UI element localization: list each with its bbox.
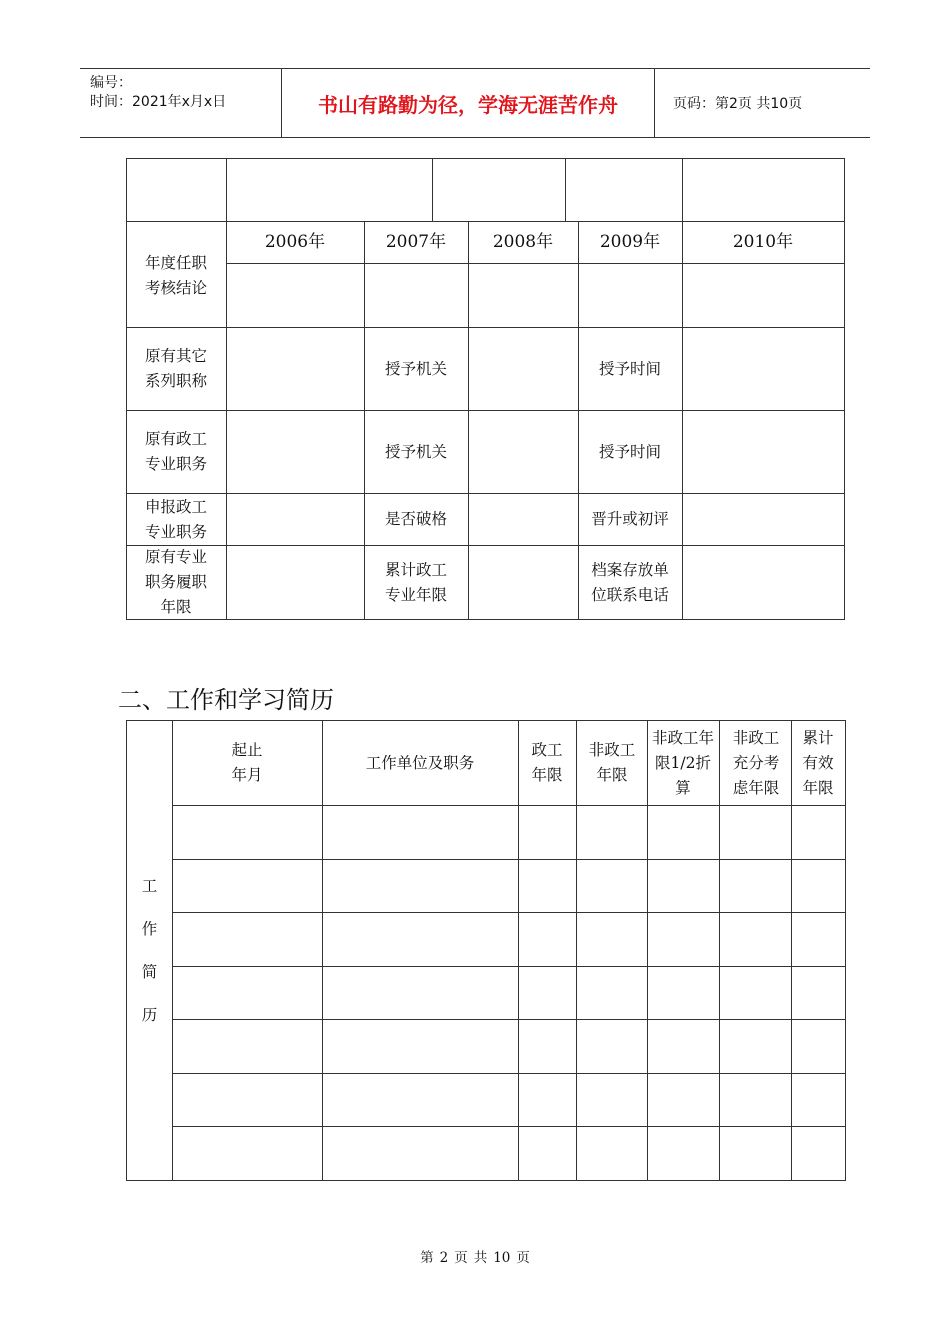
break-rule-label: 是否破格 [384,510,447,528]
rule [126,158,845,159]
rule [845,720,846,1180]
rule [126,545,845,546]
political-title-label: 原有政工专业职务 [144,430,207,473]
grant-org-label: 授予机关 [384,359,447,378]
footer-total: 10 [493,1250,511,1266]
year-2007: 2007年 [385,232,447,252]
doc-number-label: 编号： [90,75,132,91]
rule [172,805,846,806]
rule [172,720,173,1180]
header-employer: 工作单位及职务 [365,753,475,772]
rule [126,158,127,619]
year-2009: 2009年 [599,232,661,252]
time-label: 时间：2021年x月x日 [90,94,227,110]
header-half-conversion: 非政工年限1/2折算 [651,728,714,797]
side-char: 简 [141,963,158,981]
section-title: 二、工作和学习简历 [118,686,334,714]
rule [576,720,577,1180]
rule [468,221,469,619]
grant-time-label-2: 授予时间 [598,442,661,461]
page-label-text: 页码：第2页 共10页 [673,96,803,112]
rule [172,1019,846,1020]
rule [172,966,846,967]
side-char: 作 [141,920,158,938]
rule [682,158,683,221]
rule [432,158,433,221]
page-header [80,68,870,138]
header-political-years: 政工年限 [531,741,563,784]
apply-title-label: 申报政工专业职务 [144,497,207,541]
other-title-label: 原有其它系列职称 [144,347,207,390]
header-period: 起止年月 [231,741,263,784]
header-non-political-years: 非政工年限 [588,741,636,784]
header-meta [80,69,280,137]
page-footer [0,1246,950,1266]
side-char: 工 [141,877,158,895]
rule [518,720,519,1180]
rule [126,493,845,494]
header-full-consideration: 非政工充分考虑年限 [732,728,780,797]
footer-text: 共 [473,1250,488,1266]
rule [844,158,845,619]
rule [126,410,845,411]
rule [172,859,846,860]
footer-text: 第 [420,1250,434,1266]
side-char: 历 [141,1006,158,1024]
rule [682,221,683,619]
footer-page: 2 [439,1250,449,1266]
footer-text: 页 [516,1250,530,1266]
footer-text: 页 [454,1250,468,1266]
grant-time-label: 授予时间 [598,359,661,378]
year-2010: 2010年 [732,232,794,252]
promote-label: 晋升或初评 [591,510,669,528]
rule [126,327,845,328]
work-history-side-label [127,865,172,1037]
year-2008: 2008年 [492,232,554,252]
page-label [663,69,870,137]
annual-review-label: 年度任职考核结论 [144,254,207,297]
grant-org-label-2: 授予机关 [384,442,447,461]
rule [126,1180,846,1181]
year-2006: 2006年 [264,232,326,252]
rule [126,619,845,620]
rule [791,720,792,1180]
header-cumulative-effective: 累计有效年限 [802,728,834,797]
cumulative-label: 累计政工专业年限 [384,560,447,604]
rule [719,720,720,1180]
rule [226,263,845,264]
rule [172,1073,846,1074]
rule [172,912,846,913]
tenure-label: 原有专业职务履职年限 [144,548,207,616]
motto: 书山有路勤为径，学海无涯苦作舟 [281,69,655,137]
archive-contact-label: 档案存放单位联系电话 [591,560,669,604]
rule [172,1126,846,1127]
rule [565,158,566,221]
